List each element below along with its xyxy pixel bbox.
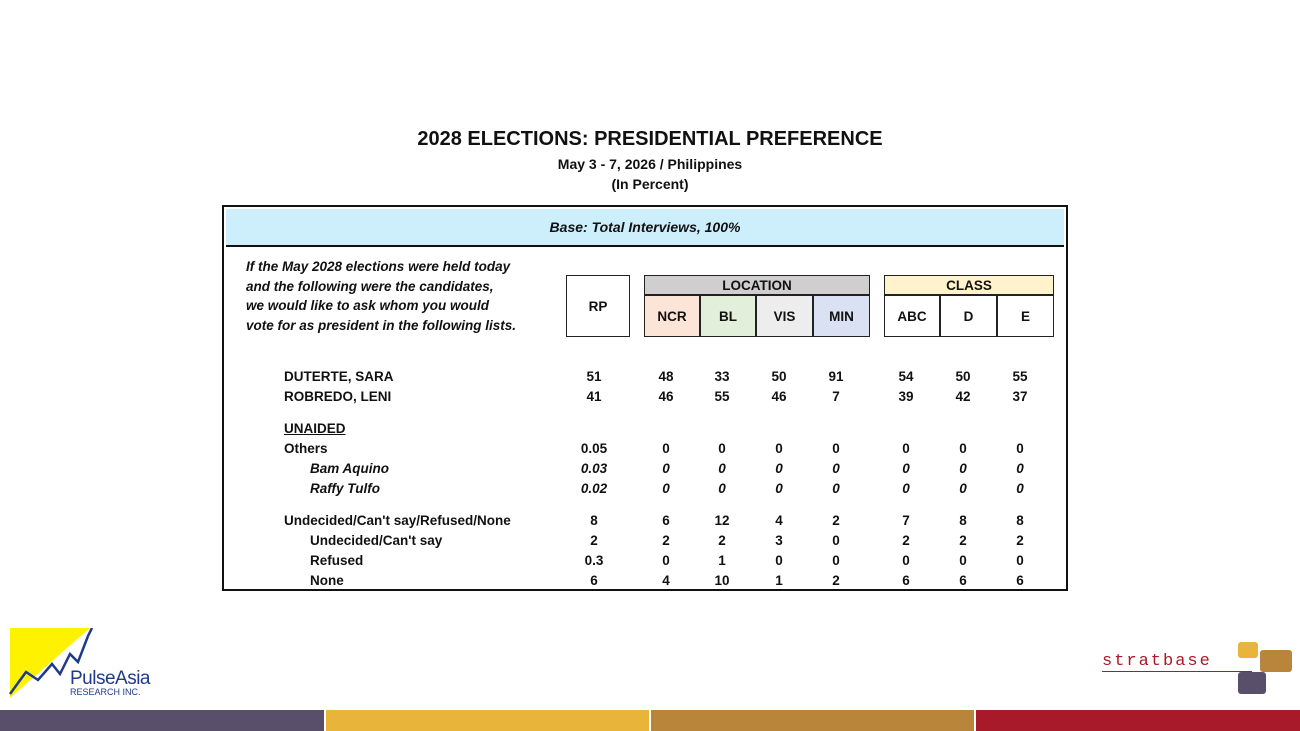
table-row — [224, 419, 1066, 439]
row-label: ROBREDO, LENI — [284, 389, 392, 404]
cell-e: 0 — [1016, 441, 1024, 456]
col-header-vis: VIS — [756, 295, 813, 337]
cell-abc: 2 — [902, 533, 910, 548]
cell-min: 91 — [828, 369, 844, 384]
cell-rp: 51 — [586, 369, 602, 384]
cell-vis: 50 — [771, 369, 787, 384]
row-label: Undecided/Can't say/Refused/None — [284, 513, 511, 528]
cell-min: 0 — [832, 553, 840, 568]
row-label: Others — [284, 441, 328, 456]
unit-note: (In Percent) — [611, 176, 689, 192]
footer-band-red — [976, 710, 1300, 731]
cell-rp: 0.05 — [580, 441, 608, 456]
col-header-e: E — [997, 295, 1054, 337]
cell-ncr: 4 — [662, 573, 670, 588]
col-header-rp: RP — [566, 275, 630, 337]
col-header-ncr: NCR — [644, 295, 700, 337]
cell-e: 2 — [1016, 533, 1024, 548]
cell-ncr: 0 — [662, 481, 670, 496]
cell-ncr: 6 — [662, 513, 670, 528]
cell-ncr: 0 — [662, 461, 670, 476]
cell-ncr: 2 — [662, 533, 670, 548]
table-row — [224, 459, 1066, 479]
cell-e: 0 — [1016, 481, 1024, 496]
stratbase-square-icon — [1238, 672, 1266, 694]
cell-ncr: 48 — [658, 369, 674, 384]
page-title: 2028 ELECTIONS: PRESIDENTIAL PREFERENCE — [417, 128, 883, 150]
cell-abc: 0 — [902, 481, 910, 496]
cell-min: 0 — [832, 441, 840, 456]
cell-min: 0 — [832, 533, 840, 548]
table-row — [224, 439, 1066, 459]
cell-abc: 7 — [902, 513, 910, 528]
cell-min: 0 — [832, 481, 840, 496]
cell-d: 0 — [959, 553, 967, 568]
cell-vis: 46 — [771, 389, 787, 404]
cell-ncr: 0 — [662, 441, 670, 456]
pulseasia-name: PulseAsia — [70, 668, 150, 689]
cell-d: 42 — [955, 389, 971, 404]
cell-abc: 0 — [902, 441, 910, 456]
cell-d: 0 — [959, 441, 967, 456]
survey-date: May 3 - 7, 2026 / Philippines — [557, 156, 743, 172]
footer-band-purple — [0, 710, 324, 731]
cell-min: 7 — [832, 389, 840, 404]
cell-bl: 10 — [714, 573, 730, 588]
cell-rp: 41 — [586, 389, 602, 404]
cell-e: 37 — [1012, 389, 1028, 404]
col-header-abc: ABC — [884, 295, 940, 337]
table-row — [224, 387, 1066, 407]
stratbase-logo — [1098, 640, 1298, 700]
col-header-min: MIN — [813, 295, 870, 337]
row-label: Bam Aquino — [310, 461, 389, 476]
cell-e: 0 — [1016, 553, 1024, 568]
cell-d: 0 — [959, 481, 967, 496]
footer-band-yellow — [326, 710, 649, 731]
cell-rp: 0.03 — [580, 461, 608, 476]
footer-band-bronze — [651, 710, 974, 731]
cell-rp: 8 — [590, 513, 598, 528]
cell-bl: 12 — [714, 513, 730, 528]
table-row — [224, 551, 1066, 571]
table-row — [224, 367, 1066, 387]
cell-rp: 2 — [590, 533, 598, 548]
stratbase-square-icon — [1238, 642, 1258, 658]
cell-bl: 55 — [714, 389, 730, 404]
cell-d: 50 — [955, 369, 971, 384]
cell-bl: 0 — [718, 461, 726, 476]
row-label: Raffy Tulfo — [310, 481, 381, 496]
group-location: LOCATION — [644, 275, 870, 295]
cell-vis: 4 — [775, 513, 783, 528]
pulseasia-sub: RESEARCH INC. — [70, 687, 141, 697]
table-row — [224, 531, 1066, 551]
cell-vis: 3 — [775, 533, 783, 548]
cell-e: 0 — [1016, 461, 1024, 476]
col-header-bl: BL — [700, 295, 756, 337]
pulseasia-logo — [8, 628, 168, 698]
cell-rp: 0.02 — [580, 481, 608, 496]
cell-abc: 0 — [902, 553, 910, 568]
cell-bl: 0 — [718, 481, 726, 496]
stratbase-square-icon — [1260, 650, 1292, 672]
cell-bl: 1 — [718, 553, 726, 568]
row-label: Refused — [310, 553, 364, 568]
cell-d: 6 — [959, 573, 967, 588]
cell-abc: 0 — [902, 461, 910, 476]
group-class: CLASS — [884, 275, 1054, 295]
cell-e: 55 — [1012, 369, 1028, 384]
cell-vis: 0 — [775, 461, 783, 476]
cell-e: 6 — [1016, 573, 1024, 588]
cell-d: 0 — [959, 461, 967, 476]
row-label: None — [310, 573, 344, 588]
cell-vis: 1 — [775, 573, 783, 588]
cell-ncr: 0 — [662, 553, 670, 568]
row-label: DUTERTE, SARA — [284, 369, 394, 384]
cell-bl: 0 — [718, 441, 726, 456]
cell-rp: 0.3 — [584, 553, 604, 568]
table-row — [224, 571, 1066, 591]
cell-d: 2 — [959, 533, 967, 548]
question-text: If the May 2028 elections were held today and the following were the candidates, we would like to ask whom you would vote for as president in the following lists. — [246, 259, 517, 333]
row-label: Undecided/Can't say — [310, 533, 443, 548]
cell-vis: 0 — [775, 481, 783, 496]
cell-abc: 39 — [898, 389, 914, 404]
row-label: UNAIDED — [284, 421, 346, 436]
cell-bl: 2 — [718, 533, 726, 548]
cell-e: 8 — [1016, 513, 1024, 528]
stratbase-underline — [1102, 671, 1252, 672]
results-table — [222, 205, 1068, 591]
cell-bl: 33 — [714, 369, 730, 384]
cell-d: 8 — [959, 513, 967, 528]
table-row — [224, 511, 1066, 531]
cell-vis: 0 — [775, 553, 783, 568]
cell-min: 2 — [832, 573, 840, 588]
col-header-d: D — [940, 295, 997, 337]
cell-min: 2 — [832, 513, 840, 528]
base-banner: Base: Total Interviews, 100% — [226, 209, 1064, 247]
cell-min: 0 — [832, 461, 840, 476]
cell-vis: 0 — [775, 441, 783, 456]
cell-abc: 6 — [902, 573, 910, 588]
cell-ncr: 46 — [658, 389, 674, 404]
stratbase-name: stratbase — [1102, 652, 1212, 671]
cell-abc: 54 — [898, 369, 914, 384]
cell-rp: 6 — [590, 573, 598, 588]
table-row — [224, 479, 1066, 499]
